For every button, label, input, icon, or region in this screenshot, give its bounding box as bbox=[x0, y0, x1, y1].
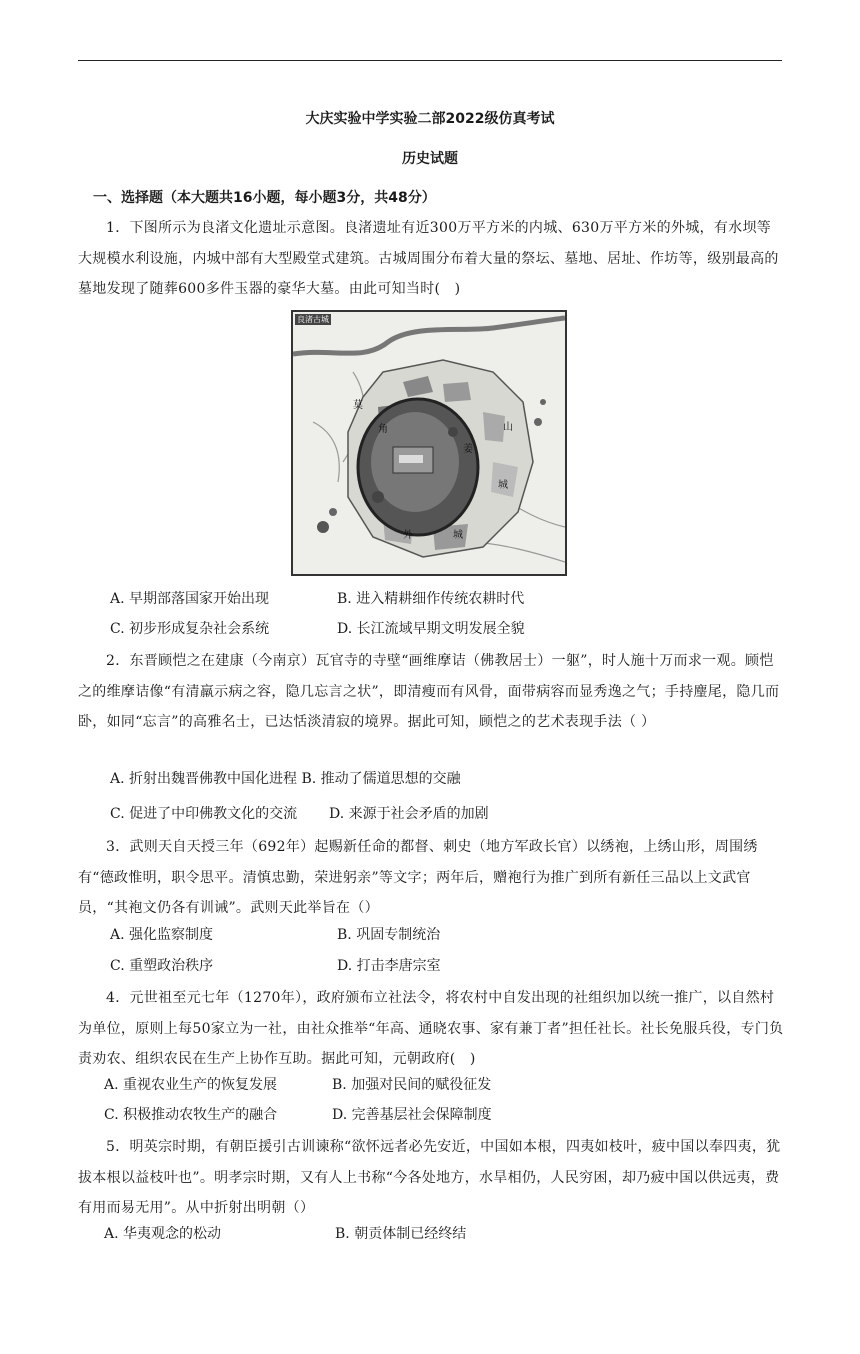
map-corner-label: 良渚古城 bbox=[297, 315, 329, 324]
question-3-stem: 3．武则天自天授三年（692年）起赐新任命的都督、刺史（地方军政长官）以绣袍，上绣山形，周围绣有“德政惟明，职令思平。清慎忠勤，荣进躬亲”等文字；两年后，赠袍行为推广到所有新任三品以上文武官员，“其袍文仍各有训诫”。武则天此举旨在（） bbox=[78, 839, 758, 916]
question-5-stem: 5．明英宗时期，有朝臣援引古训谏称“欲怀远者必先安近，中国如本根，四夷如枝叶，疲中国以奉四夷，犹拔本根以益枝叶也”。明孝宗时期，又有人上书称“今各处地方，水旱相仍，人民穷困，却乃疲中国以供远夷，费有用而易无用”。从中折射出明朝（） bbox=[78, 1139, 781, 1216]
exam-title: 大庆实验中学实验二部2022级仿真考试 bbox=[305, 111, 555, 127]
question-1-stem: 1．下图所示为良渚文化遗址示意图。良渚遗址有近300万平方米的内城、630万平方米的外城，有水坝等大规模水利设施，内城中部有大型殿堂式建筑。古城周围分布着大量的祭坛、墓地、居址、作坊等，级别最高的墓地发现了随葬600多件玉器的豪华大墓。由此可知当时( ) bbox=[78, 220, 779, 297]
question-5-option-b: B. 朝贡体制已经终结 bbox=[335, 1226, 467, 1242]
question-2-option-c: C. 促进了中印佛教文化的交流 bbox=[110, 806, 298, 822]
question-2-option-ab: A. 折射出魏晋佛教中国化进程 B. 推动了儒道思想的交融 bbox=[110, 771, 461, 787]
question-1-option-b: B. 进入精耕细作传统农耕时代 bbox=[337, 591, 525, 607]
question-4-option-d: D. 完善基层社会保障制度 bbox=[332, 1107, 492, 1123]
question-3-option-a: A. 强化监察制度 bbox=[110, 927, 214, 943]
question-1-option-a: A. 早期部落国家开始出现 bbox=[110, 591, 270, 607]
question-4-option-b: B. 加强对民间的赋役征发 bbox=[332, 1077, 492, 1093]
map-label: 外 bbox=[403, 530, 413, 541]
question-4-option-c: C. 积极推动农牧生产的融合 bbox=[104, 1107, 278, 1123]
map-label: 姜 bbox=[463, 444, 473, 455]
section-heading: 一、选择题（本大题共16小题，每小题3分，共48分） bbox=[93, 190, 436, 206]
map-label: 城 bbox=[453, 530, 463, 541]
map-label: 角 bbox=[378, 424, 388, 435]
map-label: 山 bbox=[503, 422, 513, 433]
map-label: 莫 bbox=[353, 400, 363, 411]
question-1-option-c: C. 初步形成复杂社会系统 bbox=[110, 621, 270, 637]
question-3-option-d: D. 打击李唐宗室 bbox=[337, 958, 441, 974]
question-4-option-a: A. 重视农业生产的恢复发展 bbox=[104, 1077, 278, 1093]
map-drawing bbox=[293, 312, 565, 574]
map-label: 城 bbox=[498, 480, 508, 491]
question-2-stem: 2．东晋顾恺之在建康（今南京）瓦官寺的寺壁“画维摩诘（佛教居士）一躯”，时人施十万而求一观。顾恺之的维摩诘像“有清羸示病之容，隐几忘言之状”，即清瘦而有风骨，面带病容而显秀逸之气；手持麈尾，隐几而卧，如同“忘言”的高雅名士，已达恬淡清寂的境界。据此可知，顾恺之的艺术表现手法（ ） bbox=[78, 653, 780, 730]
question-2-option-d: D. 来源于社会矛盾的加剧 bbox=[329, 806, 489, 822]
header-rule bbox=[78, 60, 782, 61]
exam-subtitle: 历史试题 bbox=[402, 151, 458, 167]
question-5-option-a: A. 华夷观念的松动 bbox=[104, 1226, 222, 1242]
question-1-option-d: D. 长江流域早期文明发展全貌 bbox=[337, 621, 525, 637]
question-3-option-b: B. 巩固专制统治 bbox=[337, 927, 441, 943]
liangzhu-site-map bbox=[291, 310, 567, 576]
question-4-stem: 4．元世祖至元七年（1270年），政府颁布立社法令，将农村中自发出现的社组织加以统一推广，以自然村为单位，原则上每50家立为一社，由社众推举“年高、通晓农事、家有兼丁者”担任社长。社长免服兵役，专门负责劝农、组织农民在生产上协作互助。据此可知，元朝政府( ) bbox=[78, 990, 784, 1067]
question-3-option-c: C. 重塑政治秩序 bbox=[110, 958, 214, 974]
